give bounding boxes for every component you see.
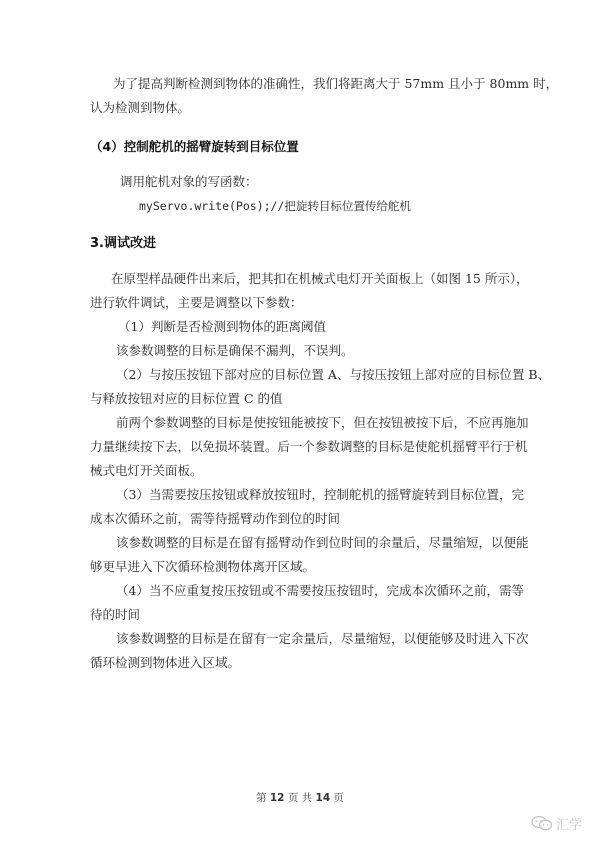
- paragraph-line: 该参数调整的目标是确保不漏判，不误判。: [116, 343, 354, 358]
- paragraph-line: 够更早进入下次循环检测物体离开区域。: [90, 559, 316, 574]
- list-item-title: 成本次循环之前，需等待摇臂动作到位的时间: [90, 511, 341, 526]
- paragraph-line: 该参数调整的目标是在留有摇臂动作到位时间的余量后，尽量缩短，以便能: [116, 535, 529, 550]
- list-item-title: 待的时间: [90, 607, 141, 622]
- watermark: [531, 814, 582, 833]
- code-line: myServo.write(Pos);//把旋转目标位置传给舵机: [139, 199, 411, 213]
- paragraph-line: 该参数调整的目标是在留有一定余量后，尽量缩短，以便能够及时进入下次: [116, 631, 529, 646]
- footer-middle: 页 共: [287, 792, 313, 804]
- page-footer: [0, 790, 600, 805]
- paragraph-line: 调用舵机对象的写函数：: [120, 174, 258, 189]
- list-item-title: （2）与按压按钮下部对应的目标位置 A、与按压按钮上部对应的目标位置 B、: [116, 367, 551, 382]
- paragraph-line: 械式电灯开关面板。: [90, 463, 203, 478]
- list-item-title: 与释放按钮对应的目标位置 C 的值: [90, 391, 283, 406]
- list-item-title: （3）当需要按压按钮或释放按钮时，控制舵机的摇臂旋转到目标位置，完: [116, 487, 524, 502]
- paragraph-line: 为了提高判断检测到物体的准确性，我们将距离大于 57mm 且小于 80mm 时，: [113, 76, 559, 91]
- list-item-title: （4）当不应重复按压按钮或不需要按压按钮时，完成本次循环之前，需等: [116, 583, 524, 598]
- current-page-number: 12: [269, 792, 285, 804]
- footer-suffix: 页: [333, 792, 344, 804]
- total-pages-number: 14: [315, 792, 331, 804]
- footer-prefix: 第: [256, 792, 267, 804]
- paragraph-line: 力量继续按下去，以免损坏装置。后一个参数调整的目标是使舵机摇臂平行于机: [90, 439, 528, 454]
- paragraph-line: 认为检测到物体。: [90, 100, 191, 115]
- paragraph-line: 循环检测到物体进入区域。: [90, 655, 241, 670]
- watermark-text: 汇学: [556, 818, 583, 833]
- chat-bubbles-icon: [531, 815, 553, 832]
- section-heading-3: 3.调试改进: [90, 236, 156, 251]
- section-heading-4: （4）控制舵机的摇臂旋转到目标位置: [90, 139, 299, 154]
- paragraph-line: 进行软件调试，主要是调整以下参数：: [90, 295, 303, 310]
- paragraph-line: 前两个参数调整的目标是使按钮能被按下，但在按钮被按下后，不应再施加: [116, 415, 529, 430]
- paragraph-line: 在原型样品硬件出来后，把其扣在机械式电灯开关面板上（如图 15 所示），: [111, 271, 529, 286]
- list-item-title: （1）判断是否检测到物体的距离阈值: [118, 319, 326, 334]
